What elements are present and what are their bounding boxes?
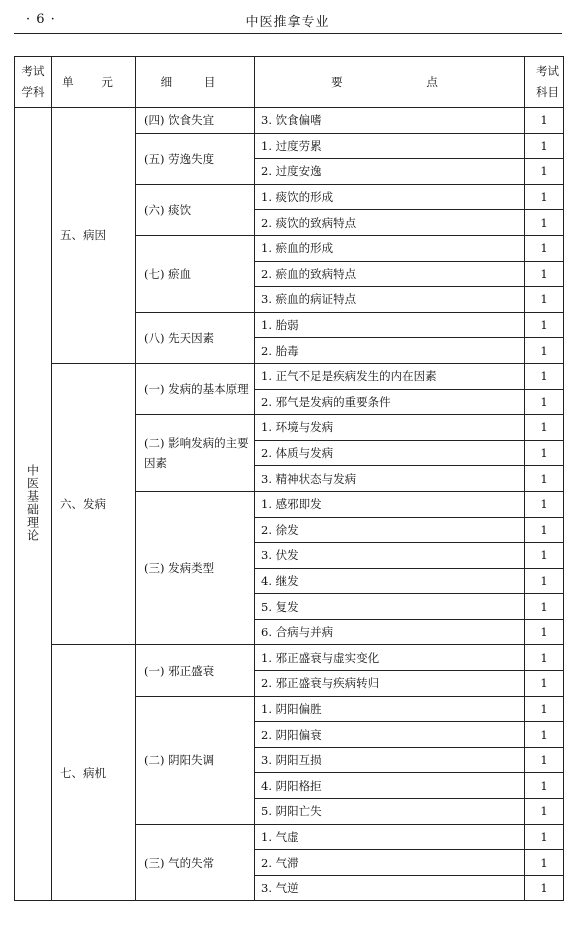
point-cell: 3. 饮食偏嗜 xyxy=(255,108,525,134)
detail-cell: (一) 邪正盛衰 xyxy=(136,645,255,696)
exam-subject-cell: 1 xyxy=(525,875,564,901)
exam-subject-cell: 1 xyxy=(525,517,564,543)
detail-cell: (二) 影响发病的主要因素 xyxy=(136,415,255,492)
detail-cell: (五) 劳逸失度 xyxy=(136,133,255,184)
point-cell: 1. 气虚 xyxy=(255,824,525,850)
point-cell: 4. 继发 xyxy=(255,568,525,594)
point-cell: 5. 阴阳亡失 xyxy=(255,799,525,825)
point-cell: 1. 正气不足是疾病发生的内在因素 xyxy=(255,363,525,389)
point-cell: 2. 气滞 xyxy=(255,850,525,876)
point-cell: 2. 过度安逸 xyxy=(255,159,525,185)
syllabus-table xyxy=(14,56,564,901)
exam-subject-cell: 1 xyxy=(525,671,564,697)
exam-subject-cell: 1 xyxy=(525,312,564,338)
exam-subject-cell: 1 xyxy=(525,235,564,261)
detail-cell: (一) 发病的基本原理 xyxy=(136,363,255,414)
unit-cell: 七、病机 xyxy=(52,645,136,901)
point-cell: 3. 伏发 xyxy=(255,543,525,569)
table-header-row xyxy=(15,57,564,108)
header-unit: 单 元 xyxy=(52,57,136,108)
exam-subject-cell: 1 xyxy=(525,159,564,185)
exam-subject-cell: 1 xyxy=(525,491,564,517)
exam-subject-cell: 1 xyxy=(525,773,564,799)
exam-subject-cell: 1 xyxy=(525,210,564,236)
exam-subject-cell: 1 xyxy=(525,287,564,313)
unit-cell: 六、发病 xyxy=(52,363,136,645)
subject-name: 中医基础理论 xyxy=(25,463,40,542)
exam-subject-cell: 1 xyxy=(525,594,564,620)
point-cell: 2. 瘀血的致病特点 xyxy=(255,261,525,287)
table-row xyxy=(15,363,564,389)
detail-cell: (四) 饮食失宜 xyxy=(136,108,255,134)
point-cell: 1. 阴阳偏胜 xyxy=(255,696,525,722)
exam-subject-cell: 1 xyxy=(525,440,564,466)
exam-subject-cell: 1 xyxy=(525,696,564,722)
detail-cell: (七) 瘀血 xyxy=(136,235,255,312)
point-cell: 3. 阴阳互损 xyxy=(255,747,525,773)
exam-subject-cell: 1 xyxy=(525,645,564,671)
point-cell: 2. 邪气是发病的重要条件 xyxy=(255,389,525,415)
table-row xyxy=(15,108,564,134)
point-cell: 3. 气逆 xyxy=(255,875,525,901)
exam-subject-cell: 1 xyxy=(525,133,564,159)
exam-subject-cell: 1 xyxy=(525,722,564,748)
point-cell: 1. 痰饮的形成 xyxy=(255,184,525,210)
point-cell: 3. 瘀血的病证特点 xyxy=(255,287,525,313)
point-cell: 2. 痰饮的致病特点 xyxy=(255,210,525,236)
table-row xyxy=(15,645,564,671)
page-header-title: 中医推拿专业 xyxy=(245,15,330,30)
subject-cell xyxy=(15,108,52,901)
exam-subject-cell: 1 xyxy=(525,824,564,850)
point-cell: 1. 瘀血的形成 xyxy=(255,235,525,261)
point-cell: 1. 感邪即发 xyxy=(255,491,525,517)
exam-subject-cell: 1 xyxy=(525,108,564,134)
point-cell: 1. 环境与发病 xyxy=(255,415,525,441)
point-cell: 6. 合病与并病 xyxy=(255,619,525,645)
exam-subject-cell: 1 xyxy=(525,466,564,492)
table-body xyxy=(15,108,564,901)
exam-subject-cell: 1 xyxy=(525,338,564,364)
point-cell: 4. 阴阳格拒 xyxy=(255,773,525,799)
header-detail: 细 目 xyxy=(136,57,255,108)
point-cell: 2. 阴阳偏衰 xyxy=(255,722,525,748)
point-cell: 2. 胎毒 xyxy=(255,338,525,364)
point-cell: 2. 体质与发病 xyxy=(255,440,525,466)
detail-cell: (二) 阴阳失调 xyxy=(136,696,255,824)
page-number: · 6 · xyxy=(26,12,56,27)
detail-cell: (三) 气的失常 xyxy=(136,824,255,901)
exam-subject-cell: 1 xyxy=(525,415,564,441)
exam-subject-cell: 1 xyxy=(525,389,564,415)
exam-subject-cell: 1 xyxy=(525,850,564,876)
detail-cell: (六) 痰饮 xyxy=(136,184,255,235)
point-cell: 1. 邪正盛衰与虚实变化 xyxy=(255,645,525,671)
point-cell: 1. 过度劳累 xyxy=(255,133,525,159)
exam-subject-cell: 1 xyxy=(525,184,564,210)
point-cell: 2. 徐发 xyxy=(255,517,525,543)
header-rule xyxy=(14,33,562,34)
point-cell: 1. 胎弱 xyxy=(255,312,525,338)
exam-subject-cell: 1 xyxy=(525,799,564,825)
exam-subject-cell: 1 xyxy=(525,363,564,389)
point-cell: 2. 邪正盛衰与疾病转归 xyxy=(255,671,525,697)
detail-cell: (八) 先天因素 xyxy=(136,312,255,363)
header-exam-subject: 考试 科目 xyxy=(525,57,564,108)
header-subject: 考试 学科 xyxy=(15,57,52,108)
point-cell: 5. 复发 xyxy=(255,594,525,620)
exam-subject-cell: 1 xyxy=(525,543,564,569)
exam-subject-cell: 1 xyxy=(525,568,564,594)
unit-cell: 五、病因 xyxy=(52,108,136,364)
header-point: 要 点 xyxy=(255,57,525,108)
exam-subject-cell: 1 xyxy=(525,261,564,287)
detail-cell: (三) 发病类型 xyxy=(136,491,255,645)
exam-subject-cell: 1 xyxy=(525,619,564,645)
exam-subject-cell: 1 xyxy=(525,747,564,773)
point-cell: 3. 精神状态与发病 xyxy=(255,466,525,492)
